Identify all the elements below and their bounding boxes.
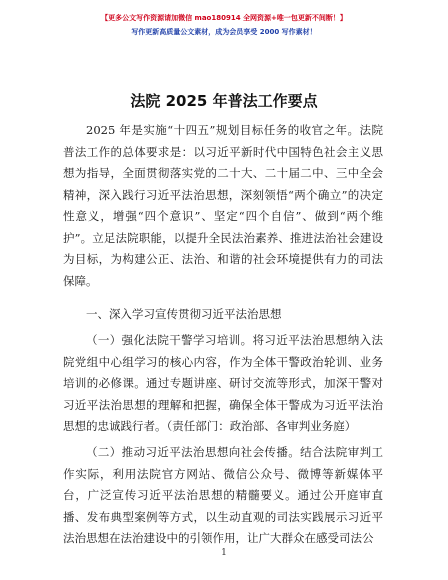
- item-paragraph-1: （一）强化法院干警学习培训。将习近平法治思想纳入法院党组中心组学习的核心内容，作为全体干警政治轮训、业务培训的必修课。通过专题讲座、研讨交流等形式，加深干警对习近平法治思想的理解和把握，确保全体干警成为习近平法治思想的忠诚践行者。（责任部门：政治部、各审判业务庭）: [63, 333, 383, 433]
- header-promo-line: 【更多公文写作资源请加微信 mao180914 全网资源+唯一包更新不间断！】: [101, 14, 347, 22]
- intro-paragraph: 2025 年是实施“十四五”规划目标任务的收官之年。法院普法工作的总体要求是：以习近平新时代中国特色社会主义思想为指导，全面贯彻落实党的二十大、二十届二中、三中全会精神，深入践行习近平法治思想，深刻领悟“两个确立”的决定性意义，增强“四个意识”、坚定“四个自信”、做到“两个维护”。立足法院职能，以提升全民法治素养、推进法治社会建设为目标，为构建公正、法治、和谐的社会环境提供有力的司法保障。: [63, 123, 383, 288]
- item-paragraph-2: （二）推动习近平法治思想向社会传播。结合法院审判工作实际，利用法院官方网站、微信公众号、微博等新媒体平台，广泛宣传习近平法治思想的精髓要义。通过公开庭审直播、发布典型案例等方式，以生动直观的司法实践展示习近平法治思想在法治建设中的引领作用，让广大群众在感受司法公: [63, 445, 383, 545]
- section-heading: 一、深入学习宣传贯彻习近平法治思想: [86, 307, 282, 321]
- page-number: 1: [221, 548, 227, 558]
- header-membership-line: 写作更新高质量公文素材，成为会员享受 2000 写作素材！: [131, 28, 317, 36]
- document-title: 法院 2025 年普法工作要点: [130, 92, 318, 110]
